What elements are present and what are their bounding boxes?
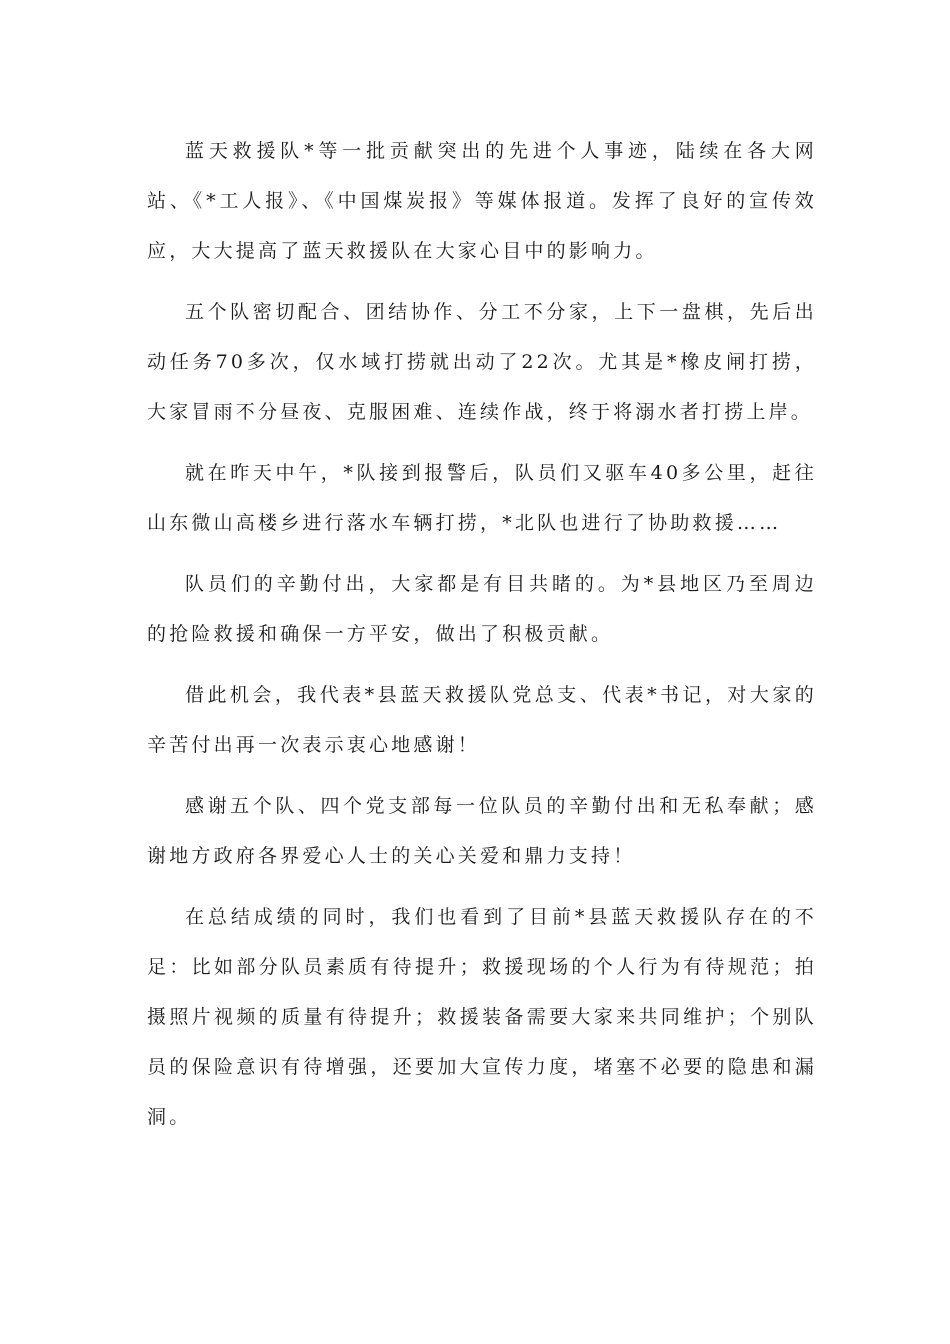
paragraph-team-cooperation: 五个队密切配合、团结协作、分工不分家，上下一盘棋，先后出动任务70多次，仅水域打捞就出动了22次。尤其是*橡皮闸打捞，大家冒雨不分昼夜、克服困难、连续作战，终于将溺水者打捞上岸。 [147, 301, 817, 423]
paragraph-media-coverage: 蓝天救援队*等一批贡献突出的先进个人事迹，陆续在各大网站、《*工人报》、《中国煤炭报》等媒体报道。发挥了良好的宣传效应，大大提高了蓝天救援队在大家心目中的影响力。 [147, 140, 817, 262]
document-page [147, 126, 817, 1153]
paragraph-recent-rescue: 就在昨天中午，*队接到报警后，队员们又驱车40多公里，赶往山东微山高楼乡进行落水车辆打捞，*北队也进行了协助救援…… [147, 462, 817, 534]
paragraph-thanks-on-behalf: 借此机会，我代表*县蓝天救援队党总支、代表*书记，对大家的辛苦付出再一次表示衷心地感谢！ [147, 684, 817, 756]
paragraph-thanks-members: 感谢五个队、四个党支部每一位队员的辛勤付出和无私奉献；感谢地方政府各界爱心人士的关心关爱和鼎力支持！ [147, 795, 817, 867]
paragraph-shortcomings: 在总结成绩的同时，我们也看到了目前*县蓝天救援队存在的不足：比如部分队员素质有待提升；救援现场的个人行为有待规范；拍摄照片视频的质量有待提升；救援装备需要大家来共同维护；个别队员的保险意识有待增强，还要加大宣传力度，堵塞不必要的隐患和漏洞。 [147, 906, 817, 1128]
paragraph-contribution: 队员们的辛勤付出，大家都是有目共睹的。为*县地区乃至周边的抢险救援和确保一方平安，做出了积极贡献。 [147, 573, 817, 645]
